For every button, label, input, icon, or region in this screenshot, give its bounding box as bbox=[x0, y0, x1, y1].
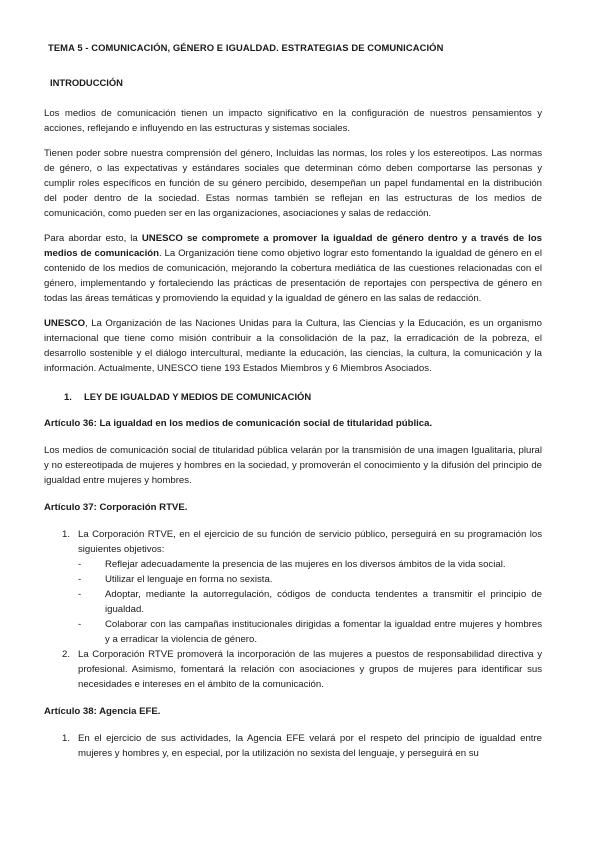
list-item-number: 2. bbox=[62, 649, 71, 660]
article-36-label: Artículo 36 bbox=[44, 418, 94, 429]
list-item bbox=[44, 731, 542, 761]
dash-bullet: - bbox=[78, 574, 82, 585]
sub-list-item bbox=[78, 572, 542, 587]
list-item-text: La Corporación RTVE promoverá la incorporación de las mujeres a puestos de responsabilidad directiva y profesional. Asimismo, fomentará la relación con asociaciones y grupos de mujeres para identificar sus necesidades e intereses en el ámbito de la comunicación. bbox=[78, 649, 542, 690]
dash-bullet: - bbox=[78, 619, 82, 630]
sub-list-item-text: Utilizar el lenguaje en forma no sexista. bbox=[105, 574, 273, 585]
article-36-text: Los medios de comunicación social de titularidad pública velarán por la transmisión de una imagen Igualitaria, plural y no estereotipada de mujeres y hombres en la sociedad, y promoverán el conocimiento y la difusión del principio de igualdad entre mujeres y hombres. bbox=[44, 445, 542, 486]
dash-bullet: - bbox=[78, 559, 82, 570]
sub-list bbox=[78, 557, 542, 647]
intro-heading: INTRODUCCIÓN bbox=[50, 77, 123, 88]
paragraph-2: Tienen poder sobre nuestra comprensión del género, Incluidas las normas, los roles y los estereotipos. Las normas de género, o las expectativas y estándares sociales que determinan cómo deben comportarse las personas y cumplir roles específicos en función de su género percibido, desempeñan un papel fundamental en la distribución del poder dentro de la sociedad. Estas normas también se reflejan en las estructuras de los medios de comunicación, como pueden ser en las organizaciones, asociaciones y salas de redacción. bbox=[44, 148, 542, 219]
sub-list-item-text: Adoptar, mediante la autorregulación, códigos de conducta tendentes a transmitir el principio de igualdad. bbox=[105, 589, 542, 615]
section-1-heading bbox=[64, 389, 542, 404]
sub-list-item bbox=[78, 587, 542, 617]
paragraph-1: Los medios de comunicación tienen un impacto significativo en la configuración de nuestros pensamientos y acciones, reflejando e influyendo en las estructuras y sistemas sociales. bbox=[44, 108, 542, 134]
article-36-title: : La igualdad en los medios de comunicación social de titularidad pública. bbox=[93, 418, 433, 429]
paragraph-3-rest: . La Organización tiene como objetivo lograr esto fomentando la igualdad de género en el contenido de los medios de comunicación, mejorando la cobertura mediática de las cuestiones relacionadas con el género, implementando y fortaleciendo las prácticas de presentación de reportajes con perspectiva de género en todas las áreas temáticas y promoviendo la equidad y la igualdad de género en las salas de redacción. bbox=[44, 248, 542, 304]
sub-list-item-text: Colaborar con las campañas institucionales dirigidas a fomentar la igualdad entre mujeres y hombres y a erradicar la violencia de género. bbox=[105, 619, 542, 645]
list-item-number: 1. bbox=[62, 529, 71, 540]
document-title: TEMA 5 - COMUNICACIÓN, GÉNERO E IGUALDAD. ESTRATEGIAS DE COMUNICACIÓN bbox=[48, 42, 444, 53]
paragraph-3 bbox=[44, 231, 542, 306]
section-1-title: LEY DE IGUALDAD Y MEDIOS DE COMUNICACIÓN bbox=[84, 391, 312, 402]
article-37-heading: Artículo 37: Corporación RTVE. bbox=[44, 502, 188, 513]
list-item-text: En el ejercicio de sus actividades, la Agencia EFE velará por el respeto del principio de igualdad entre mujeres y hombres y, en especial, por la utilización no sexista del lenguaje, y perseguirá en su bbox=[78, 733, 542, 759]
list-item-number: 1. bbox=[62, 733, 71, 744]
list-item bbox=[44, 527, 542, 647]
paragraph-3-start: Para abordar esto, la bbox=[44, 233, 142, 244]
unesco-bold: UNESCO bbox=[44, 318, 86, 329]
article-37-list bbox=[44, 527, 542, 692]
article-38-heading: Artículo 38: Agencia EFE. bbox=[44, 706, 161, 717]
section-1-number: 1. bbox=[64, 391, 72, 402]
list-item-text: La Corporación RTVE, en el ejercicio de su función de servicio público, perseguirá en su programación los siguientes objetivos: bbox=[78, 529, 542, 555]
list-item bbox=[44, 647, 542, 692]
dash-bullet: - bbox=[78, 589, 82, 600]
unesco-commitment-bold: UNESCO se compromete a promover la igualdad de género dentro y a través de los medios de comunicación bbox=[44, 233, 542, 259]
article-36-heading bbox=[44, 416, 542, 431]
sub-list-item bbox=[78, 557, 542, 572]
sub-list-item bbox=[78, 617, 542, 647]
article-38-list bbox=[44, 731, 542, 761]
sub-list-item-text: Reflejar adecuadamente la presencia de las mujeres en los diversos ámbitos de la vida social. bbox=[105, 559, 506, 570]
paragraph-4-rest: , La Organización de las Naciones Unidas para la Cultura, las Ciencias y la Educación, es un organismo internacional que tiene como misión contribuir a la consolidación de la paz, la erradicación de la pobreza, el desarrollo sostenible y el diálogo intercultural, mediante la educación, las ciencias, la cultura, la comunicación y la información. Actualmente, UNESCO tiene 193 Estados Miembros y 6 Miembros Asociados. bbox=[44, 318, 542, 374]
paragraph-4 bbox=[44, 316, 542, 376]
